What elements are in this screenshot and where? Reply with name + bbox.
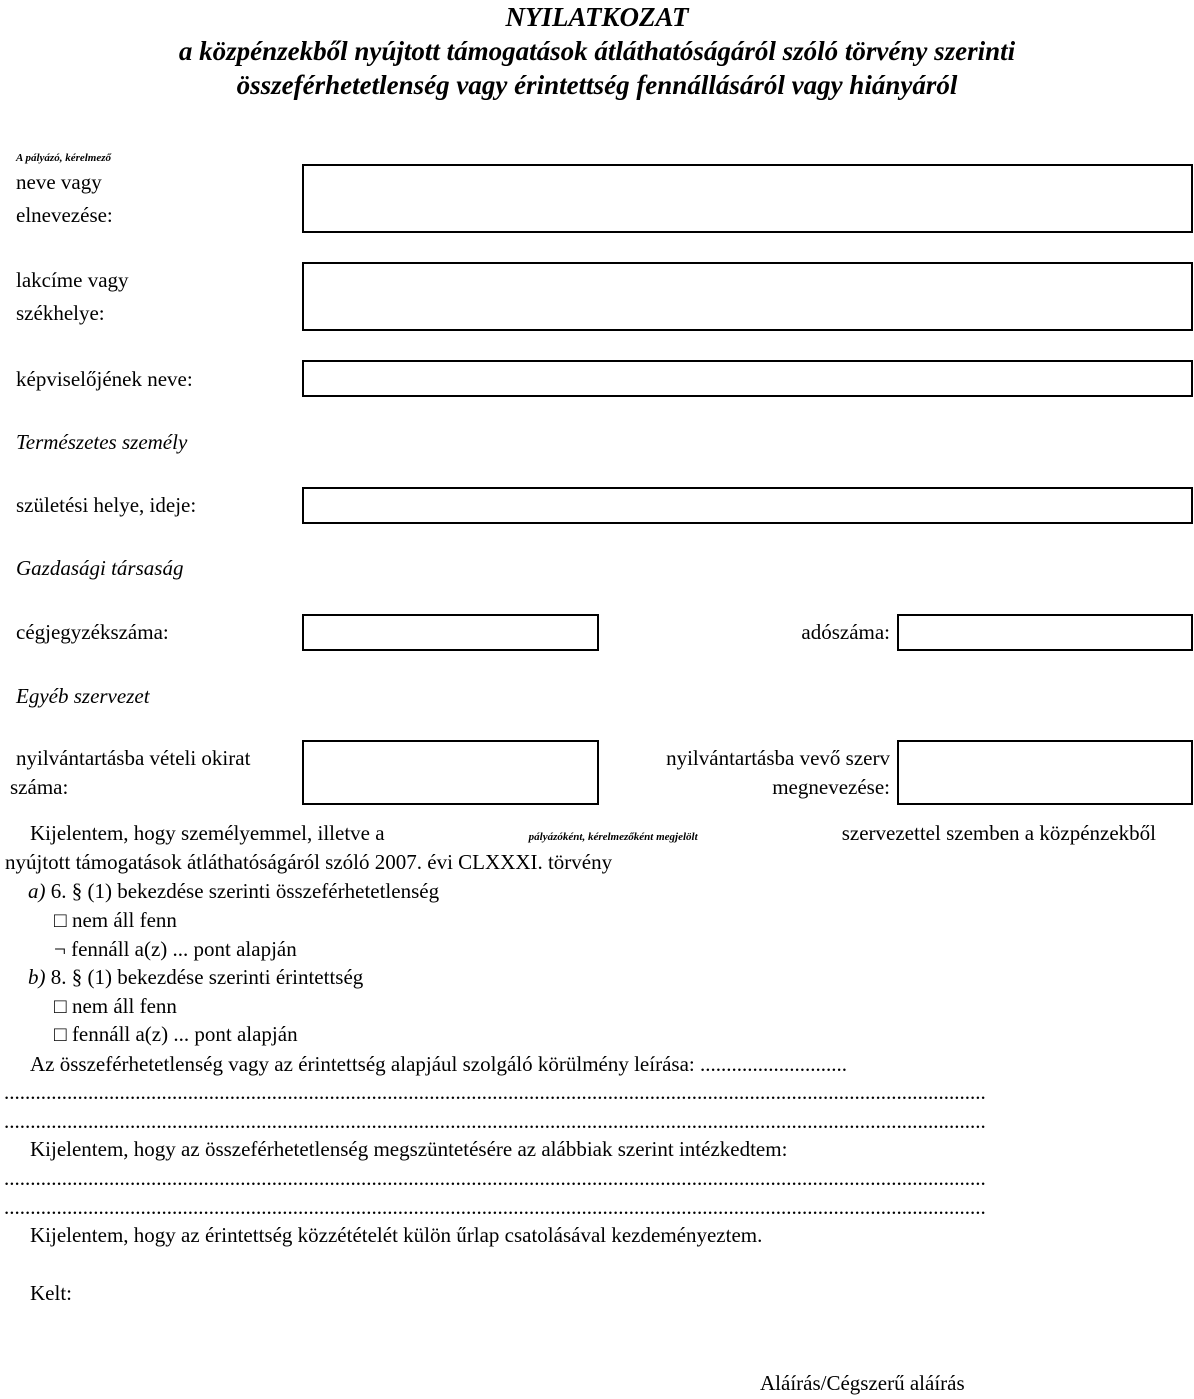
basis-dots-line1[interactable]: ........................................................................................................................................................................................... xyxy=(4,1080,986,1104)
birth-label: születési helye, ideje: xyxy=(16,493,197,517)
document-subtitle-line1: a közpénzekből nyújtott támogatások átláthatóságáról szóló törvény szerinti xyxy=(178,36,1016,66)
declaration-line1 xyxy=(30,821,1156,846)
option-b2-checkbox[interactable]: □ xyxy=(54,1022,67,1046)
registrar-field[interactable] xyxy=(897,740,1193,805)
name-label-line2: elnevezése: xyxy=(16,203,113,227)
declaration-line1-note: pályázóként, kérelmezőként megjelölt xyxy=(528,831,698,843)
option-b2-row xyxy=(54,1022,298,1047)
document-subtitle-line2: összeférhetetlenség vagy érintettség fennállásáról vagy hiányáról xyxy=(236,70,958,100)
name-label-line1: neve vagy xyxy=(16,170,102,194)
declaration-line2: nyújtott támogatások átláthatóságáról szóló 2007. évi CLXXXI. törvény xyxy=(5,850,613,874)
option-a-row xyxy=(28,879,439,904)
option-a2-checkbox[interactable]: ¬ xyxy=(54,937,66,961)
declaration-line1-end: szervezettel szemben a közpénzekből xyxy=(841,821,1156,845)
declaration-line1-start: Kijelentem, hogy személyemmel, illetve a xyxy=(30,821,385,845)
applicant-heading: A pályázó, kérelmező xyxy=(16,152,112,164)
option-b1-label: nem áll fenn xyxy=(71,994,177,1018)
option-a-text: 6. § (1) bekezdése szerinti összeférhetetlenség xyxy=(50,879,440,903)
option-b1-checkbox[interactable]: □ xyxy=(54,994,67,1018)
natural-person-heading: Természetes személy xyxy=(16,430,188,454)
representative-field[interactable] xyxy=(302,360,1193,397)
registry-number-label: cégjegyzékszáma: xyxy=(16,620,169,644)
measures-dots-line1[interactable]: ........................................................................................................................................................................................... xyxy=(4,1166,986,1190)
signature-label: Aláírás/Cégszerű aláírás xyxy=(760,1371,965,1395)
tax-number-field[interactable] xyxy=(897,614,1193,651)
option-b1-row xyxy=(54,994,177,1019)
basis-dots-line2[interactable]: ........................................................................................................................................................................................... xyxy=(4,1109,986,1133)
other-org-heading: Egyéb szervezet xyxy=(16,684,150,708)
publication-statement: Kijelentem, hogy az érintettség közzétételét külön űrlap csatolásával kezdeményeztem. xyxy=(30,1223,763,1247)
basis-description-label: Az összeférhetetlenség vagy az érintettség alapjául szolgáló körülmény leírása: ............................ xyxy=(30,1052,847,1076)
representative-label: képviselőjének neve: xyxy=(16,367,193,391)
birth-field[interactable] xyxy=(302,487,1193,524)
date-label: Kelt: xyxy=(30,1281,72,1305)
option-b2-label: fennáll a(z) ... pont alapján xyxy=(71,1022,298,1046)
company-heading: Gazdasági társaság xyxy=(16,556,184,580)
address-label-line2: székhelye: xyxy=(16,301,105,325)
name-field[interactable] xyxy=(302,164,1193,233)
record-number-label-line2: száma: xyxy=(10,775,69,799)
registry-number-field[interactable] xyxy=(302,614,599,651)
option-a1-label: nem áll fenn xyxy=(71,908,177,932)
option-a-marker: a) xyxy=(28,879,46,903)
option-a1-row xyxy=(54,908,177,933)
option-b-marker: b) xyxy=(28,965,46,989)
record-number-field[interactable] xyxy=(302,740,599,805)
registrar-label-line2: megnevezése: xyxy=(772,775,890,799)
registrar-label-line1: nyilvántartásba vevő szerv xyxy=(666,746,890,770)
record-number-label-line1: nyilvántartásba vételi okirat xyxy=(16,746,251,770)
option-b-row xyxy=(28,965,363,990)
measures-label: Kijelentem, hogy az összeférhetetlenség megszüntetésére az alábbiak szerint intézkedtem: xyxy=(30,1137,788,1161)
option-b-text: 8. § (1) bekezdése szerinti érintettség xyxy=(50,965,364,989)
address-label-line1: lakcíme vagy xyxy=(16,268,129,292)
tax-number-label: adószáma: xyxy=(801,620,890,644)
option-a2-label: fennáll a(z) ... pont alapján xyxy=(71,937,297,961)
measures-dots-line2[interactable]: ........................................................................................................................................................................................... xyxy=(4,1195,986,1219)
document-title: NYILATKOZAT xyxy=(505,2,689,32)
option-a1-checkbox[interactable]: □ xyxy=(54,908,67,932)
option-a2-row xyxy=(54,937,297,962)
address-field[interactable] xyxy=(302,262,1193,331)
